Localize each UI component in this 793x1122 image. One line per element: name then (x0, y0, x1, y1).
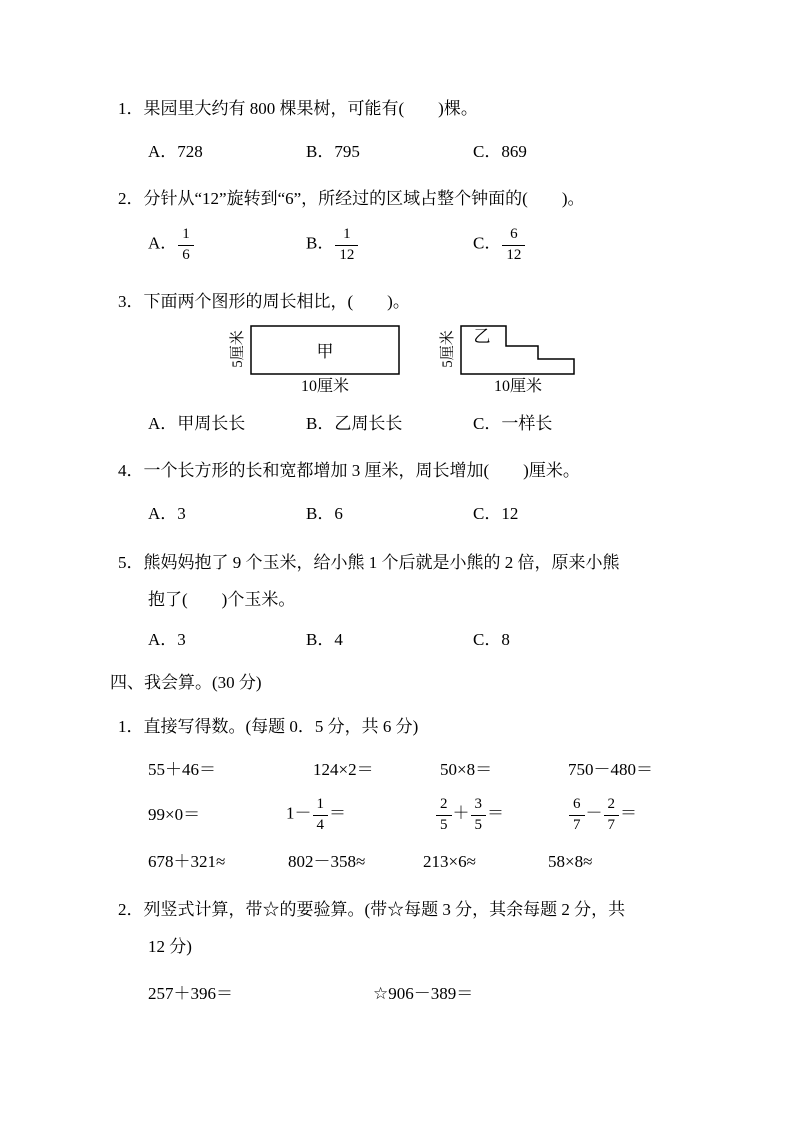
fraction-denominator: 5 (436, 815, 452, 834)
section-4-sub-2-line1: 2．列竖式计算，带☆的要验算。(带☆每题 3 分，其余每题 2 分，共 (118, 900, 626, 919)
question-4-text: 4．一个长方形的长和宽都增加 3 厘米，周长增加( )厘米。 (118, 461, 580, 480)
fraction (604, 796, 620, 834)
question-2-text: 2．分针从“12”旋转到“6”，所经过的区域占整个钟面的( )。 (118, 189, 585, 208)
fraction (313, 796, 329, 834)
option-c (473, 226, 526, 264)
calc-expression (286, 796, 435, 834)
question-4-options (148, 501, 698, 527)
calc-expression: ☆906－389＝ (373, 984, 474, 1003)
fraction-denominator: 12 (502, 245, 525, 264)
question-1-text: 1．果园里大约有 800 棵果树，可能有( )棵。 (118, 99, 478, 118)
fraction-denominator: 7 (604, 815, 620, 834)
fraction-numerator: 2 (440, 796, 448, 813)
option-a: A．3 (148, 630, 186, 649)
question-3 (110, 289, 698, 437)
fraction-denominator: 5 (471, 815, 487, 834)
calc-expression: 257＋396＝ (148, 984, 233, 1003)
option-b: B．6 (306, 504, 343, 523)
question-3-figures (230, 325, 698, 398)
option-c: C．8 (473, 630, 510, 649)
fraction-numerator: 6 (573, 796, 581, 813)
section-4-sub-2-line2: 12 分) (148, 937, 192, 956)
option-c: C．869 (473, 142, 527, 161)
question-1 (110, 96, 698, 165)
section-4-sub-1-title: 1．直接写得数。(每题 0．5 分，共 6 分) (118, 717, 419, 736)
fraction-denominator: 12 (335, 245, 358, 264)
question-5 (110, 544, 698, 653)
calc-expression: 802－358≈ (288, 852, 366, 871)
figure-jia-name: 甲 (316, 342, 334, 361)
figure-yi-side-label: 5厘米 (440, 330, 456, 368)
figure-yi-bottom-label: 10厘米 (493, 378, 542, 395)
option-a: A．3 (148, 504, 186, 523)
calc-row-2 (148, 792, 698, 838)
calc-expression: 124×2＝ (313, 760, 374, 779)
question-2-options (148, 222, 698, 268)
calc-expression: 55＋46＝ (148, 760, 216, 779)
figure-jia (230, 325, 400, 398)
calc-expression: 50×8＝ (440, 760, 493, 779)
vertical-calc-problems (148, 981, 698, 1007)
option-a: A．728 (148, 142, 203, 161)
question-3-options (148, 411, 698, 437)
calc-expression: 750－480＝ (568, 760, 653, 779)
expression-part: ＝ (620, 803, 637, 823)
expression-part: 1－ (286, 803, 312, 823)
option-a (148, 226, 306, 264)
option-label: C． (473, 233, 502, 253)
calc-expression: 58×8≈ (548, 852, 593, 871)
fraction-numerator: 1 (343, 226, 351, 243)
calc-expression: 213×6≈ (423, 852, 476, 871)
rectangle-shape (250, 325, 400, 375)
fraction (569, 796, 585, 834)
fraction-numerator: 6 (510, 226, 518, 243)
staircase-shape (460, 325, 576, 375)
fraction (436, 796, 452, 834)
question-4 (110, 458, 698, 527)
option-b: B．乙周长长 (306, 414, 403, 433)
fraction-numerator: 2 (607, 796, 615, 813)
fraction-numerator: 1 (316, 796, 324, 813)
question-2 (110, 186, 698, 268)
option-label: A． (148, 233, 178, 253)
calc-expression (568, 796, 637, 834)
figure-jia-bottom-label: 10厘米 (300, 378, 349, 395)
expression-part: ＝ (487, 803, 504, 823)
expression-part: － (585, 803, 603, 823)
question-5-text-line1: 5．熊妈妈抱了 9 个玉米，给小熊 1 个后就是小熊的 2 倍，原来小熊 (118, 553, 620, 572)
option-b: B．4 (306, 630, 343, 649)
question-5-options (148, 627, 698, 653)
fraction-denominator: 4 (313, 815, 329, 834)
fraction (335, 226, 358, 264)
fraction (178, 226, 194, 264)
option-a: A．甲周长长 (148, 414, 246, 433)
figure-yi-name: 乙 (473, 327, 491, 346)
fraction (471, 796, 487, 834)
figure-jia-side-label: 5厘米 (230, 330, 246, 368)
option-b (306, 226, 473, 264)
option-c: C．一样长 (473, 414, 553, 433)
fraction-numerator: 3 (474, 796, 482, 813)
fraction-denominator: 7 (569, 815, 585, 834)
fraction-denominator: 6 (178, 245, 194, 264)
question-3-text: 3．下面两个图形的周长相比，( )。 (118, 292, 410, 311)
calc-row-3 (148, 849, 698, 875)
calc-expression: 678＋321≈ (148, 852, 226, 871)
figure-yi (440, 325, 576, 398)
option-c: C．12 (473, 504, 519, 523)
section-4-sub-2 (110, 891, 698, 965)
calc-expression: 99×0＝ (148, 805, 201, 824)
expression-part: ＝ (329, 803, 346, 823)
section-4-title: 四、我会算。(30 分) (110, 673, 262, 692)
expression-part: ＋ (452, 803, 470, 823)
option-b: B．795 (306, 142, 360, 161)
calc-expression (435, 796, 568, 834)
question-1-options (148, 139, 698, 165)
option-label: B． (306, 233, 335, 253)
fraction-numerator: 1 (182, 226, 190, 243)
question-5-text-line2: 抱了( )个玉米。 (148, 590, 296, 609)
calc-row-1 (148, 757, 698, 783)
fraction (502, 226, 525, 264)
